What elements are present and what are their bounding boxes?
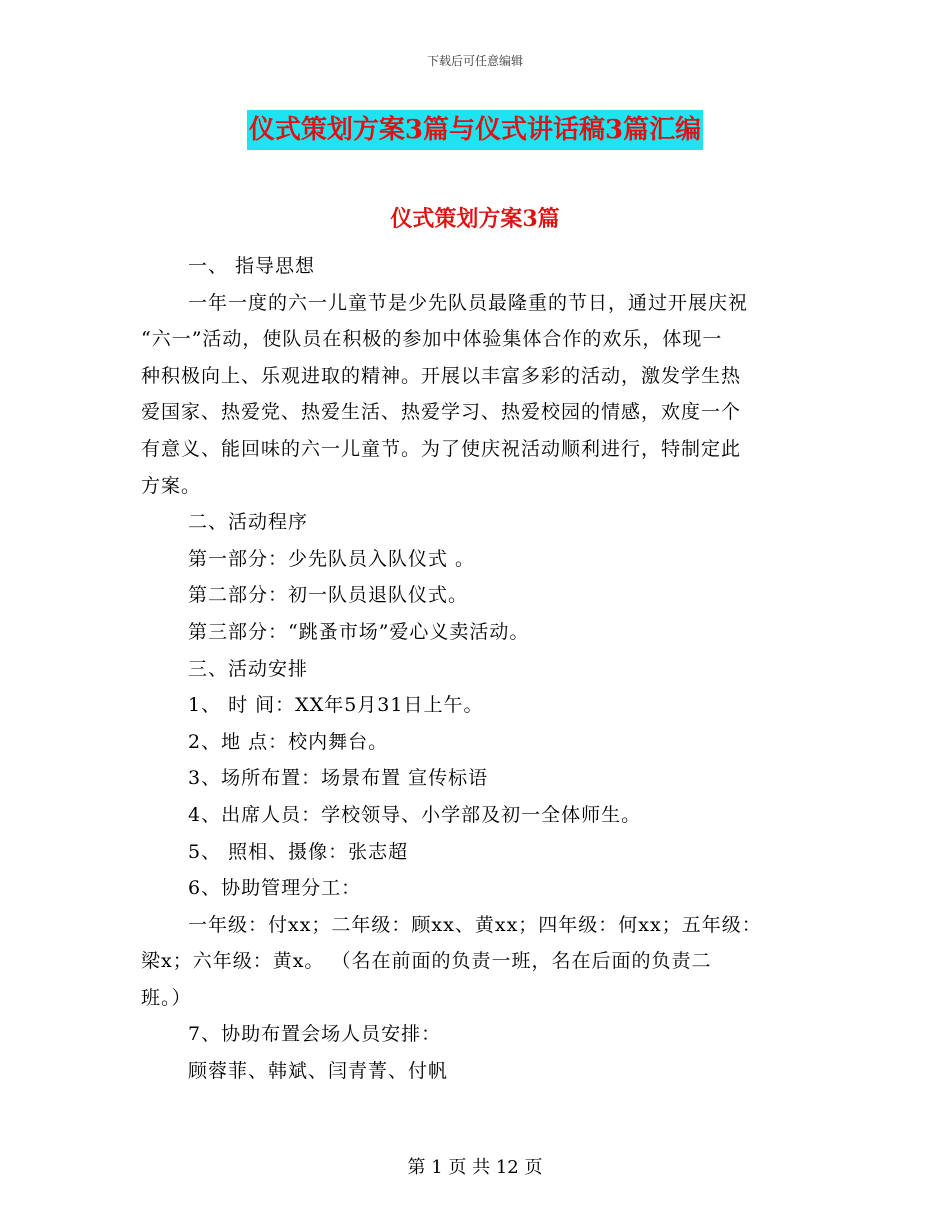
paragraph-line: 梁x；六年级：黄x。 （名在前面的负责一班，名在后面的负责二 <box>141 950 712 973</box>
arrangement-item: 1、 时 间：XX年5月31日上午。 <box>188 694 484 717</box>
section-heading-guiding-thought: 一、 指导思想 <box>188 255 316 277</box>
program-item: 第三部分：“跳蚤市场”爱心义卖活动。 <box>188 620 530 643</box>
arrangement-item: 3、场所布置：场景布置 宣传标语 <box>188 767 489 790</box>
paragraph-line: “六一”活动，使队员在积极的参加中体验集体合作的欢乐，体现一 <box>141 328 723 351</box>
section-heading-activity-program: 二、活动程序 <box>188 511 309 534</box>
arrangement-item: 2、地 点：校内舞台。 <box>188 730 389 753</box>
arrangement-item: 6、协助管理分工： <box>188 877 362 900</box>
header-note: 下载后可任意编辑 <box>426 54 523 68</box>
section-heading-activity-arrangement: 三、活动安排 <box>188 657 309 680</box>
paragraph-line: 一年级：付xx；二年级：顾xx、黄xx；四年级：何xx；五年级： <box>188 913 762 936</box>
paragraph-line: 有意义、能回味的六一儿童节。为了使庆祝活动顺利进行，特制定此 <box>141 437 742 460</box>
program-item: 第二部分：初一队员退队仪式。 <box>188 584 469 607</box>
arrangement-item: 5、 照相、摄像：张志超 <box>188 840 409 863</box>
main-title: 仪式策划方案3篇与仪式讲话稿3篇汇编 <box>247 110 703 150</box>
paragraph-line: 一年一度的六一儿童节是少先队员最隆重的节日，通过开展庆祝 <box>188 291 749 314</box>
paragraph-line: 班。） <box>141 986 192 1009</box>
main-title-container <box>0 110 950 150</box>
document-body <box>141 248 801 1090</box>
program-item: 第一部分：少先队员入队仪式 。 <box>188 547 476 570</box>
paragraph-line: 方案。 <box>141 474 202 497</box>
paragraph-line: 种积极向上、乐观进取的精神。开展以丰富多彩的活动，激发学生热 <box>141 364 742 387</box>
section-title: 仪式策划方案3篇 <box>390 206 560 232</box>
page-footer: 第 1 页 共 12 页 <box>407 1157 543 1178</box>
paragraph-line: 爱国家、热爱党、热爱生活、热爱学习、热爱校园的情感，欢度一个 <box>141 401 742 424</box>
arrangement-item: 4、出席人员：学校领导、小学部及初一全体师生。 <box>188 803 642 826</box>
arrangement-item: 7、协助布置会场人员安排： <box>188 1023 442 1046</box>
paragraph-line: 顾蓉菲、韩斌、闫青菁、付帆 <box>188 1060 449 1083</box>
